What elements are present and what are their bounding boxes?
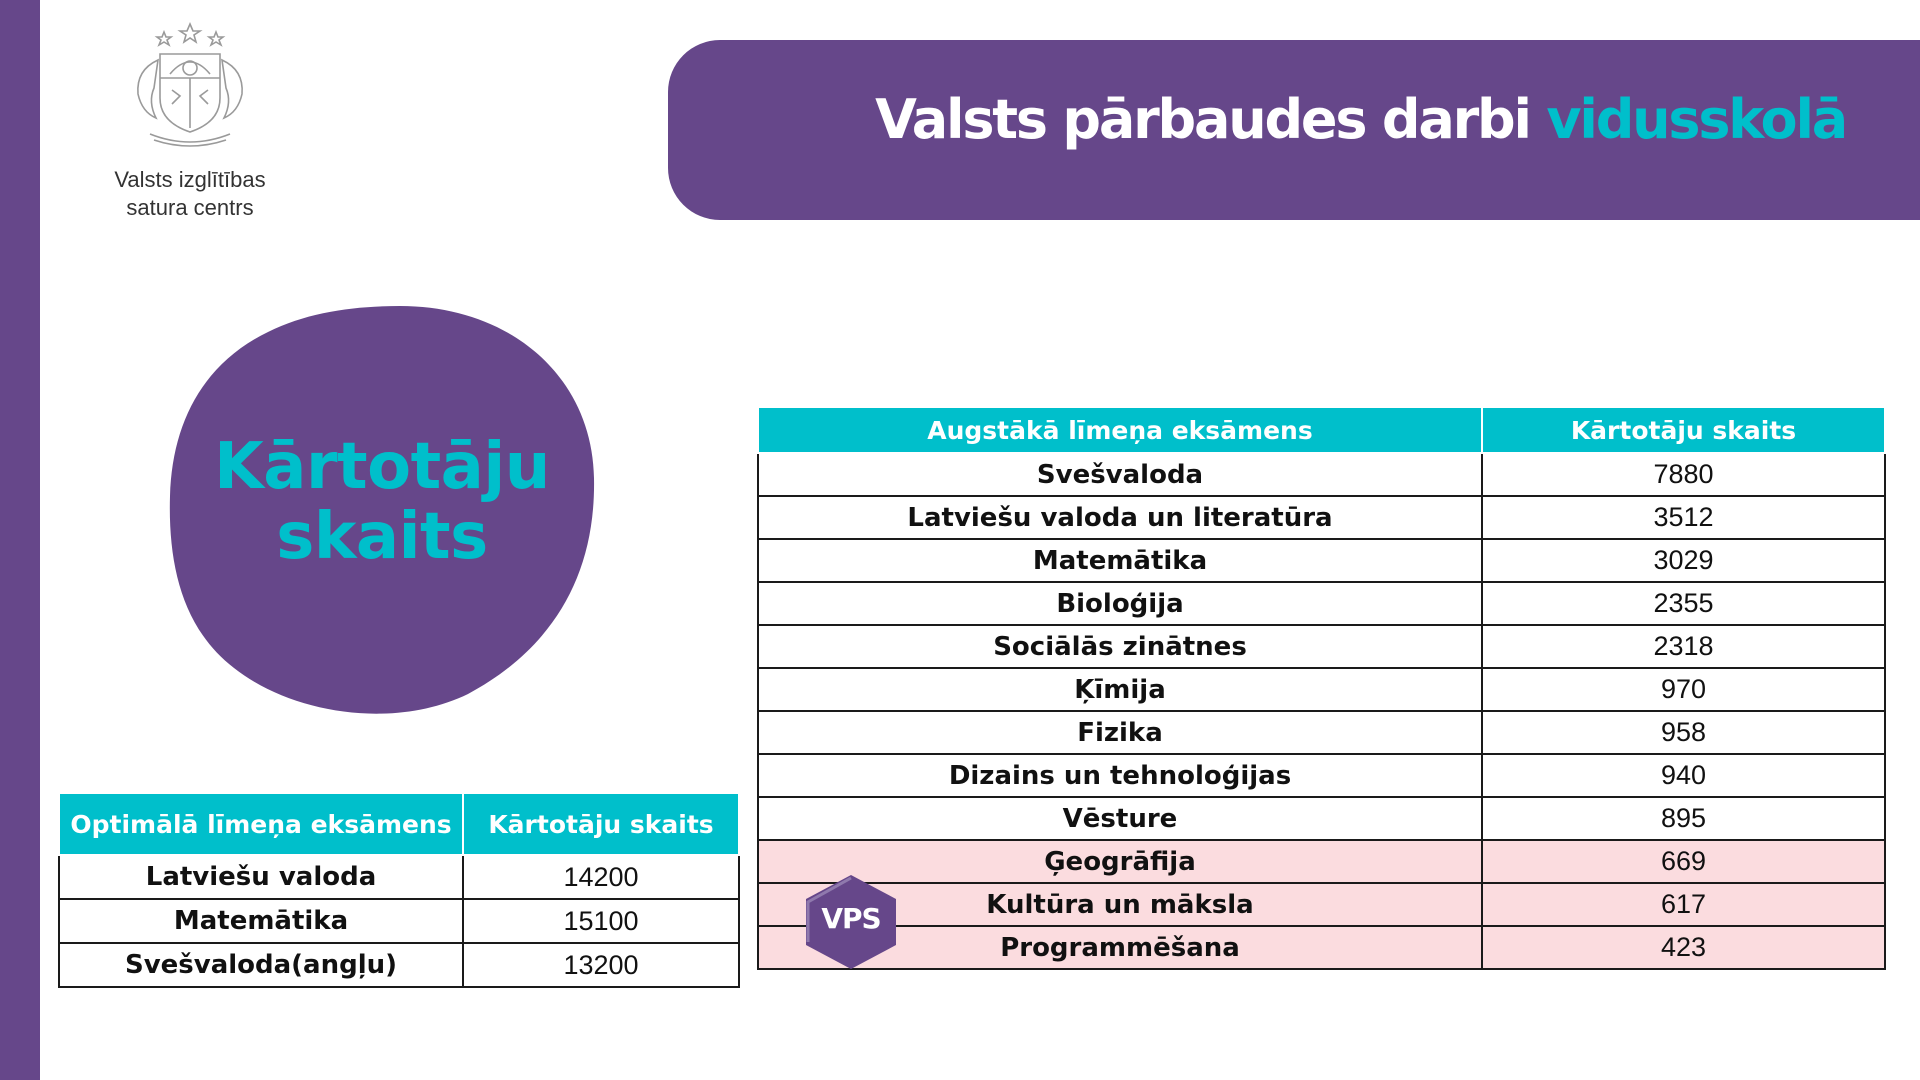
organization-name-line-1: Valsts izglītības: [114, 167, 266, 192]
participant-count: 970: [1482, 668, 1885, 711]
left-accent-stripe: [0, 0, 40, 1080]
table-row-highlighted: [758, 926, 1885, 969]
table-header-row: [758, 407, 1885, 453]
organization-name-line-2: satura centrs: [126, 195, 254, 220]
participant-count: 3512: [1482, 496, 1885, 539]
exam-name: Latviešu valoda: [59, 855, 463, 899]
exam-name: Dizains un tehnoloģijas: [758, 754, 1482, 797]
section-label-blob: [168, 302, 596, 714]
table-row: [758, 668, 1885, 711]
vps-badge: [802, 872, 900, 972]
page-title-main: Valsts pārbaudes darbi: [875, 88, 1530, 151]
organization-name: [100, 166, 280, 222]
participant-count: 3029: [1482, 539, 1885, 582]
page-title: [875, 88, 1846, 151]
column-header-exam: Augstākā līmeņa eksāmens: [758, 407, 1482, 453]
table-row: [758, 797, 1885, 840]
participant-count: 423: [1482, 926, 1885, 969]
participant-count: 2318: [1482, 625, 1885, 668]
organization-logo: [100, 20, 280, 222]
column-header-count: Kārtotāju skaits: [1482, 407, 1885, 453]
participant-count: 13200: [463, 943, 739, 987]
page-title-accent: vidusskolā: [1546, 88, 1846, 151]
exam-name: Programmēšana: [758, 926, 1482, 969]
section-label: [168, 432, 596, 572]
advanced-level-exams-table: [757, 406, 1886, 970]
exam-name: Sociālās zinātnes: [758, 625, 1482, 668]
participant-count: 617: [1482, 883, 1885, 926]
table-row: [59, 855, 739, 899]
table-row-highlighted: [758, 883, 1885, 926]
table-row: [59, 943, 739, 987]
header-banner: [668, 40, 1920, 220]
column-header-exam: Optimālā līmeņa eksāmens: [59, 793, 463, 855]
participant-count: 14200: [463, 855, 739, 899]
exam-name: Matemātika: [758, 539, 1482, 582]
exam-name: Svešvaloda(angļu): [59, 943, 463, 987]
table-row-highlighted: [758, 840, 1885, 883]
exam-name: Matemātika: [59, 899, 463, 943]
exam-name: Latviešu valoda un literatūra: [758, 496, 1482, 539]
table-header-row: [59, 793, 739, 855]
exam-name: Bioloģija: [758, 582, 1482, 625]
participant-count: 958: [1482, 711, 1885, 754]
table-row: [758, 539, 1885, 582]
column-header-count: Kārtotāju skaits: [463, 793, 739, 855]
table-row: [758, 711, 1885, 754]
participant-count: 7880: [1482, 453, 1885, 496]
table-row: [59, 899, 739, 943]
participant-count: 669: [1482, 840, 1885, 883]
table-row: [758, 496, 1885, 539]
table-row: [758, 453, 1885, 496]
vps-label: VPS: [821, 902, 881, 935]
table-row: [758, 582, 1885, 625]
exam-name: Kultūra un māksla: [758, 883, 1482, 926]
exam-name: Vēsture: [758, 797, 1482, 840]
exam-name: Svešvaloda: [758, 453, 1482, 496]
participant-count: 940: [1482, 754, 1885, 797]
table-row: [758, 625, 1885, 668]
participant-count: 895: [1482, 797, 1885, 840]
exam-name: Ģeogrāfija: [758, 840, 1482, 883]
exam-name: Fizika: [758, 711, 1482, 754]
section-label-line-2: skaits: [276, 500, 488, 574]
table-row: [758, 754, 1885, 797]
participant-count: 2355: [1482, 582, 1885, 625]
section-label-line-1: Kārtotāju: [214, 430, 550, 504]
participant-count: 15100: [463, 899, 739, 943]
optimal-level-exams-table: [58, 792, 740, 988]
exam-name: Ķīmija: [758, 668, 1482, 711]
latvia-coat-of-arms-icon: [120, 20, 260, 154]
